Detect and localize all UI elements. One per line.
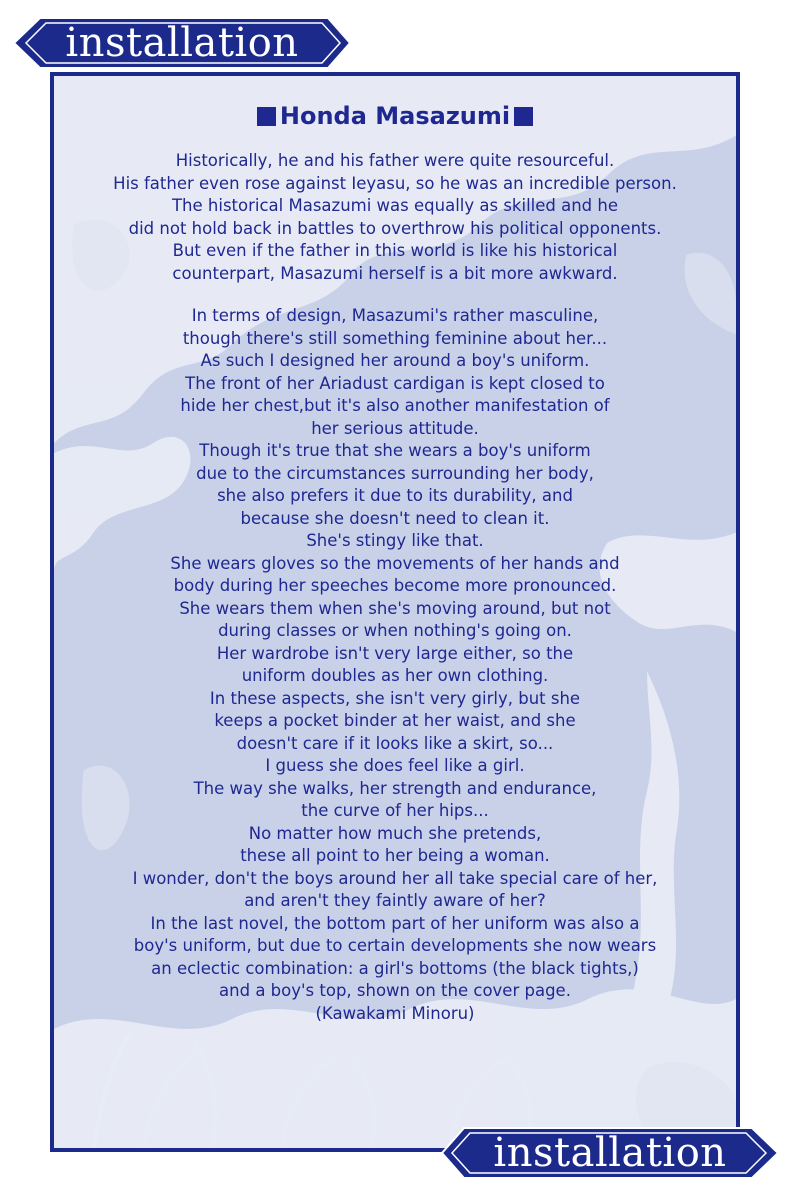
text-line: She's stingy like that. (306, 531, 484, 550)
text-line: I guess she does feel like a girl. (265, 756, 525, 775)
square-bullet-icon (514, 107, 533, 126)
text-line: did not hold back in battles to overthrow his political opponents. (128, 218, 662, 238)
text-line: body during her speeches become more pronounced. (173, 576, 617, 595)
text-line: Though it's true that she wears a boy's uniform (199, 441, 591, 460)
text-line: and a boy's top, shown on the cover page. (219, 981, 571, 1000)
text-line: boy's uniform, but due to certain developments she now wears (133, 936, 657, 955)
article-content (50, 100, 740, 1025)
author-credit: (Kawakami Minoru) (315, 1003, 475, 1023)
text-line: though there's still something feminine about her... (182, 328, 608, 348)
title-text: Honda Masazumi (279, 102, 511, 130)
text-line: hide her chest,but it's also another manifestation of (180, 396, 610, 415)
text-line: But even if the father in this world is like his historical (172, 241, 618, 260)
text-line: these all point to her being a woman. (240, 846, 550, 865)
installation-banner-top (12, 14, 352, 72)
text-line: The way she walks, her strength and endurance, (193, 778, 597, 798)
text-line: an eclectic combination: a girl's bottoms (the black tights,) (151, 958, 639, 978)
text-line: His father even rose against Ieyasu, so he was an incredible person. (113, 173, 677, 193)
text-line: In the last novel, the bottom part of her uniform was also a (150, 913, 640, 933)
text-line: because she doesn't need to clean it. (240, 508, 550, 528)
text-line: In these aspects, she isn't very girly, but she (209, 688, 581, 708)
text-line: She wears them when she's moving around, but not (179, 598, 611, 618)
text-line: uniform doubles as her own clothing. (241, 666, 549, 685)
text-line: during classes or when nothing's going on. (218, 621, 572, 640)
text-line: doesn't care if it looks like a skirt, so... (236, 733, 554, 753)
banner-top-label: installation (65, 20, 299, 66)
text-line: her serious attitude. (311, 418, 479, 438)
article-title (50, 100, 740, 132)
text-line: In terms of design, Masazumi's rather masculine, (191, 306, 599, 325)
text-line: The historical Masazumi was equally as skilled and he (171, 196, 619, 215)
paragraph-gap (50, 285, 740, 305)
text-line: Historically, he and his father were quite resourceful. (175, 151, 615, 170)
text-line: and aren't they faintly aware of her? (244, 891, 546, 910)
text-line: keeps a pocket binder at her waist, and she (214, 711, 576, 730)
banner-bottom-label: installation (493, 1130, 727, 1176)
installation-banner-bottom (440, 1124, 780, 1182)
text-line: she also prefers it due to its durability, and (217, 486, 573, 505)
text-line: I wonder, don't the boys around her all take special care of her, (132, 868, 658, 888)
square-bullet-icon (257, 107, 276, 126)
text-line: No matter how much she pretends, (248, 823, 542, 843)
text-line: As such I designed her around a boy's uniform. (200, 351, 590, 370)
text-line: the curve of her hips... (301, 801, 489, 820)
paragraph-history (50, 150, 740, 285)
text-line: counterpart, Masazumi herself is a bit more awkward. (172, 263, 618, 283)
text-line: She wears gloves so the movements of her hands and (170, 553, 620, 573)
text-line: The front of her Ariadust cardigan is kept closed to (185, 373, 605, 393)
paragraph-design (50, 305, 740, 1025)
text-line: Her wardrobe isn't very large either, so the (216, 643, 574, 663)
text-line: due to the circumstances surrounding her body, (196, 463, 594, 483)
